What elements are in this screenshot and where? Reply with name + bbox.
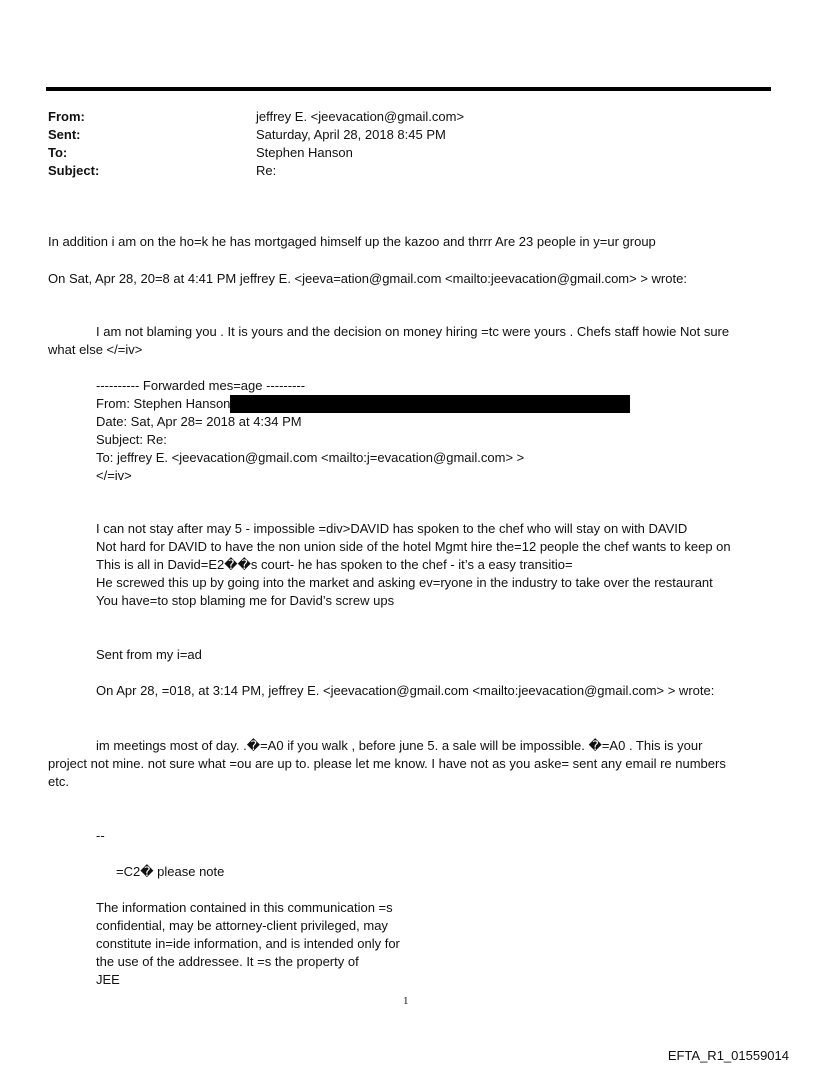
confidentiality-line-1: The information contained in this communication =s: [96, 900, 393, 915]
to-value: Stephen Hanson: [256, 145, 353, 160]
subject-value: Re:: [256, 163, 277, 178]
sent-label: Sent:: [48, 127, 81, 142]
to-label: To:: [48, 145, 68, 160]
forwarded-header: ---------- Forwarded mes=age ---------: [96, 378, 306, 393]
body-paragraph-1: In addition i am on the ho=k he has mortgaged himself up the kazoo and thrrr Are 23 people in y=ur group: [48, 234, 656, 249]
to-row: [48, 144, 464, 162]
stephen-line-2: Not hard for DAVID to have the non union side of the hotel Mgmt hire the=12 people the chef wants to keep on: [96, 539, 731, 554]
page-number: 1: [403, 995, 409, 1007]
quoted-header-2: On Apr 28, =018, at 3:14 PM, jeffrey E. <jeevacation@gmail.com <mailto:jeevacation@gmail.com> > wrote:: [96, 683, 715, 698]
jeffrey-line-3: etc.: [48, 774, 69, 789]
stephen-line-1: I can not stay after may 5 - impossible =div>DAVID has spoken to the chef who will stay on with DAVID: [96, 521, 688, 536]
sent-from-signature: Sent from my i=ad: [96, 647, 202, 662]
quoted-paragraph-line-2: what else </=iv>: [48, 342, 143, 357]
forwarded-from: From: Stephen Hanson: [96, 396, 231, 411]
jeffrey-line-1: im meetings most of day. .�=A0 if you walk , before june 5. a sale will be impossible. �=A0 . This is your: [96, 738, 703, 753]
confidentiality-line-4: the use of the addressee. It =s the property of: [96, 954, 359, 969]
subject-row: [48, 162, 464, 180]
confidentiality-line-5: JEE: [96, 972, 120, 987]
redaction-bar: [230, 395, 630, 413]
please-note: =C2� please note: [116, 864, 225, 879]
quoted-paragraph-line-1: I am not blaming you . It is yours and the decision on money hiring =tc were yours . Chefs staff howie Not sure: [96, 324, 730, 339]
signature-dashes: --: [96, 828, 105, 843]
from-label: From:: [48, 109, 85, 124]
sent-row: [48, 126, 464, 144]
confidentiality-line-2: confidential, may be attorney-client privileged, may: [96, 918, 388, 933]
from-value: jeffrey E. <jeevacation@gmail.com>: [256, 109, 465, 124]
forwarded-to: To: jeffrey E. <jeevacation@gmail.com <mailto:j=evacation@gmail.com> >: [96, 450, 525, 465]
header-rule: [46, 87, 771, 91]
forwarded-date: Date: Sat, Apr 28= 2018 at 4:34 PM: [96, 414, 302, 429]
forwarded-close: </=iv>: [96, 468, 132, 483]
quoted-header-1: On Sat, Apr 28, 20=8 at 4:41 PM jeffrey E. <jeeva=ation@gmail.com <mailto:jeevacation@gmail.com> > wrote:: [48, 271, 687, 286]
stephen-line-3: This is all in David=E2��s court- he has spoken to the chef - it’s a easy transitio=: [96, 557, 573, 572]
from-row: [48, 108, 464, 126]
email-header: [48, 108, 464, 180]
stephen-line-4: He screwed this up by going into the market and asking ev=ryone in the industry to take over the restaurant: [96, 575, 713, 590]
forwarded-subject: Subject: Re:: [96, 432, 167, 447]
confidentiality-line-3: constitute in=ide information, and is intended only for: [96, 936, 400, 951]
subject-label: Subject:: [48, 163, 100, 178]
stephen-line-5: You have=to stop blaming me for David’s screw ups: [96, 593, 395, 608]
jeffrey-line-2: project not mine. not sure what =ou are up to. please let me know. I have not as you aske= sent any email re numbers: [48, 756, 726, 771]
sent-value: Saturday, April 28, 2018 8:45 PM: [256, 127, 446, 142]
document-id: EFTA_R1_01559014: [667, 1048, 789, 1063]
